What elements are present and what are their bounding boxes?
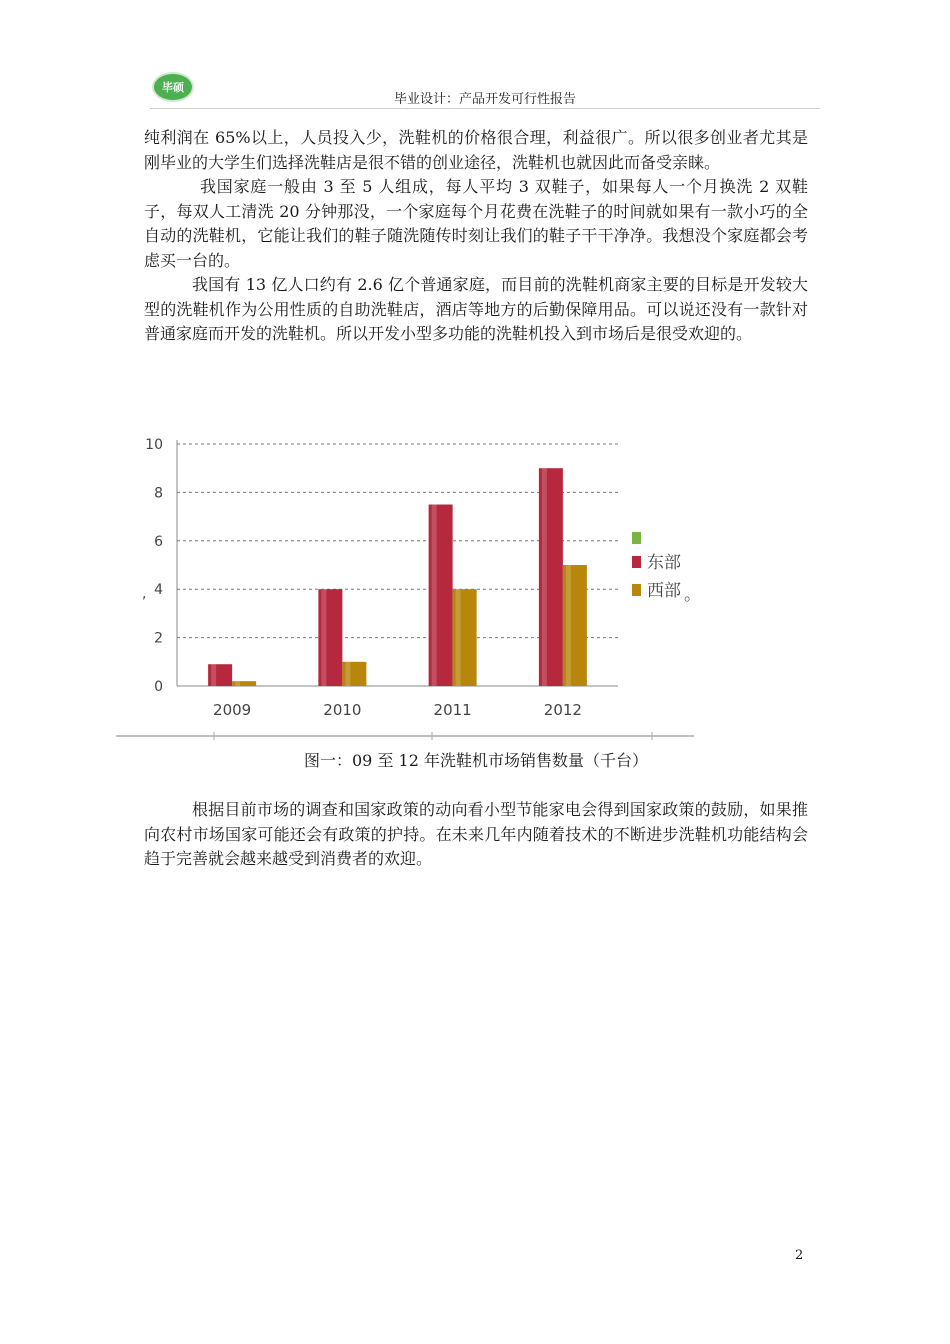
page-number: 2 [795,1248,804,1263]
legend-trailing-mark: 。 [684,585,701,605]
y-tick-label: 2 [154,630,163,647]
legend-swatch-extra [632,532,641,544]
x-tick-label: 2009 [213,701,252,719]
chart-legend [632,532,701,605]
legend-swatch-东部 [632,556,641,568]
y-axis-stray-mark: , [142,586,147,602]
chart-bars [208,468,587,686]
header-divider [150,108,820,109]
y-tick-label: 0 [154,679,163,695]
paragraph-2: 我国家庭一般由 3 至 5 人组成，每人平均 3 双鞋子，如果每人一个月换洗 2 双鞋子，每双人工清洗 20 分钟那没，一个家庭每个月花费在洗鞋子的时间就如果有一款小巧的全自动的洗鞋机，它能让我们的鞋子随洗随传时刻让我们的鞋子干干净净。我想没个家庭都会考虑买一台的。 [144,177,808,270]
paragraph-4: 根据目前市场的调查和国家政策的动向看小型节能家电会得到国家政策的鼓励，如果推向农村市场国家可能还会有政策的护持。在未来几年内随着技术的不断进步洗鞋机功能结构会趋于完善就会越来越受到消费者的欢迎。 [144,800,808,868]
bar-highlight [321,589,326,686]
bar-highlight [542,468,547,686]
y-tick-label: 4 [154,582,163,599]
bar-highlight [235,681,240,686]
bar-highlight [432,505,437,687]
page-header: 毕业设计：产品开发可行性报告 [393,92,576,107]
paragraph-4-block [144,798,808,872]
chart-caption: 图一：09 至 12 年洗鞋机市场销售数量（千台） [304,751,648,770]
paragraph-1: 纯利润在 65%以上，人员投入少，洗鞋机的价格很合理，利益很广。所以很多创业者尤其是刚毕业的大学生们选择洗鞋店是很不错的创业途径，洗鞋机也就因此而备受亲睐。 [144,128,808,172]
paragraph-1-block [144,126,808,347]
bar-highlight [345,662,350,686]
bar-highlight [211,664,216,686]
y-tick-label: 10 [145,437,163,453]
logo-badge: 毕硕 [154,74,192,100]
y-tick-label: 6 [154,533,163,550]
x-tick-label: 2012 [543,701,582,719]
legend-swatch-西部 [632,584,641,596]
y-tick-label: 8 [154,485,163,502]
sales-bar-chart [112,428,712,750]
x-tick-label: 2010 [323,701,362,719]
chart-grid [116,440,694,740]
bar-highlight [566,565,571,686]
paragraph-3: 我国有 13 亿人口约有 2.6 亿个普通家庭，而目前的洗鞋机商家主要的目标是开发较大型的洗鞋机作为公用性质的自助洗鞋店，酒店等地方的后勤保障用品。可以说还没有一款针对普通家庭而开发的洗鞋机。所以开发小型多功能的洗鞋机投入到市场后是很受欢迎的。 [144,275,808,343]
bar-highlight [456,589,461,686]
x-tick-label: 2011 [433,701,472,719]
legend-label-西部: 西部 [647,581,681,601]
legend-label-东部: 东部 [647,553,681,573]
